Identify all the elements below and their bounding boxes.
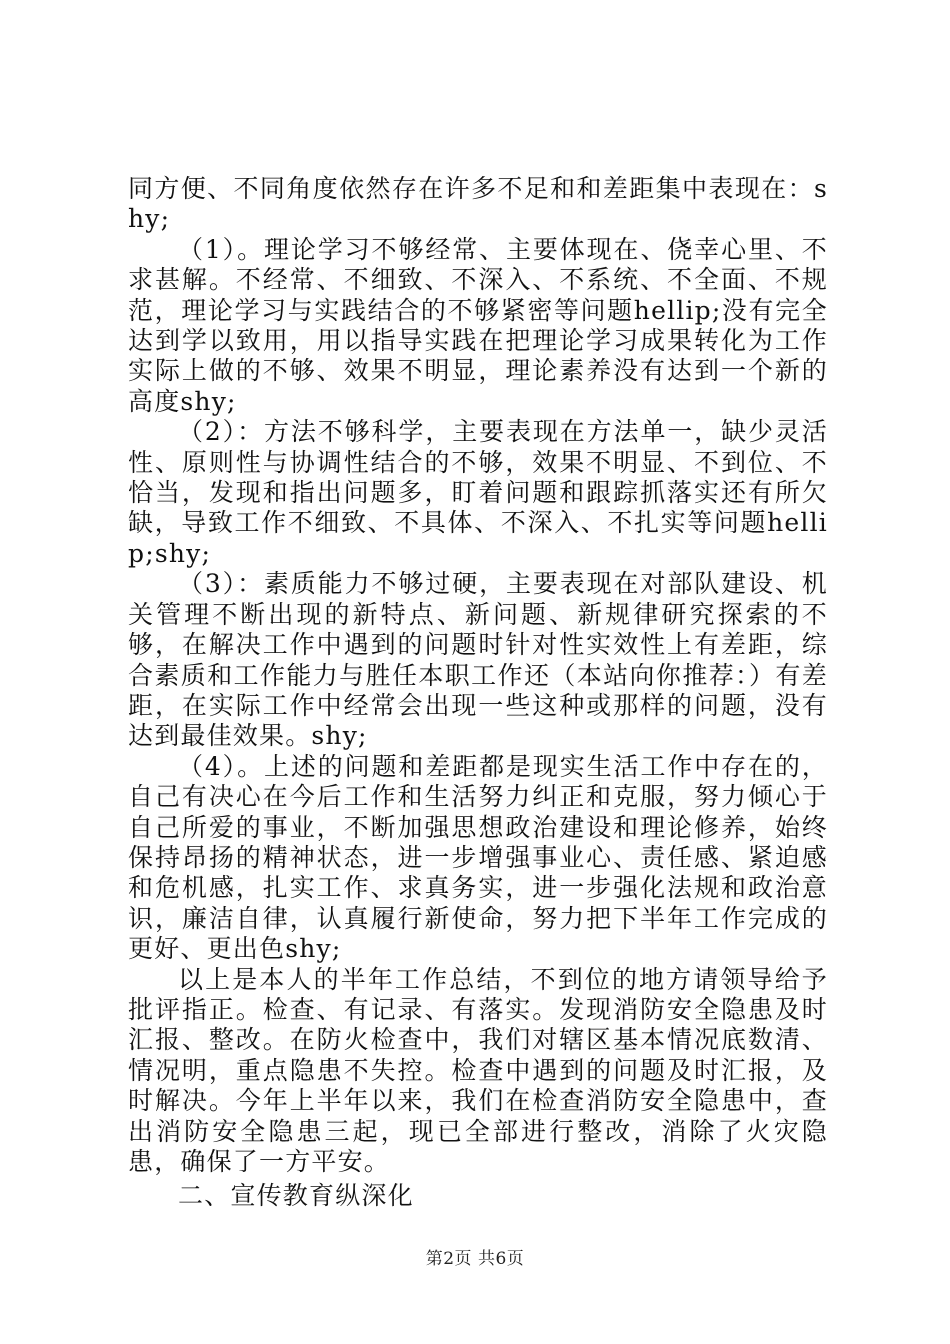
paragraph-item-3: （3）：素质能力不够过硬，主要表现在对部队建设、机关管理不断出现的新特点、新问题、新规律研究探索的不够，在解决工作中遇到的问题时针对性实效性上有差距，综合素质和工作能力与胜任本职工作还（本站向你推荐：）有差距，在实际工作中经常会出现一些这种或那样的问题，没有达到最佳效果。shy; [128,569,828,751]
paragraph-item-4: （4）。上述的问题和差距都是现实生活工作中存在的，自己有决心在今后工作和生活努力纠正和克服，努力倾心于自己所爱的事业，不断加强思想政治建设和理论修养，始终保持昂扬的精神状态，进一步增强事业心、责任感、紧迫感和危机感，扎实工作、求真务实，进一步强化法规和政治意识，廉洁自律，认真履行新使命，努力把下半年工作完成的更好、更出色shy; [128,751,828,964]
paragraph-item-1: （1）。理论学习不够经常、主要体现在、侥幸心里、不求甚解。不经常、不细致、不深入、不系统、不全面、不规范，理论学习与实践结合的不够紧密等问题hellip;没有完全达到学以致用，用以指导实践在把理论学习成果转化为工作实际上做的不够、效果不明显，理论素养没有达到一个新的高度shy; [128,234,828,416]
document-body [128,174,828,1212]
paragraph-item-2: （2）：方法不够科学，主要表现在方法单一，缺少灵活性、原则性与协调性结合的不够，效果不明显、不到位、不恰当，发现和指出问题多，盯着问题和跟踪抓落实还有所欠缺，导致工作不细致、不具体、不深入、不扎实等问题hellip;shy; [128,417,828,568]
page-number-footer: 第2页 共6页 [425,1249,525,1269]
paragraph-intro: 同方便、不同角度依然存在许多不足和和差距集中表现在：shy; [128,174,828,234]
paragraph-summary: 以上是本人的半年工作总结，不到位的地方请领导给予批评指正。检查、有记录、有落实。发现消防安全隐患及时汇报、整改。在防火检查中，我们对辖区基本情况底数清、情况明，重点隐患不失控。检查中遇到的问题及时汇报，及时解决。今年上半年以来，我们在检查消防安全隐患中，查出消防安全隐患三起，现已全部进行整改，消除了火灾隐患，确保了一方平安。 [128,964,828,1176]
section-heading: 二、宣传教育纵深化 [178,1181,414,1211]
